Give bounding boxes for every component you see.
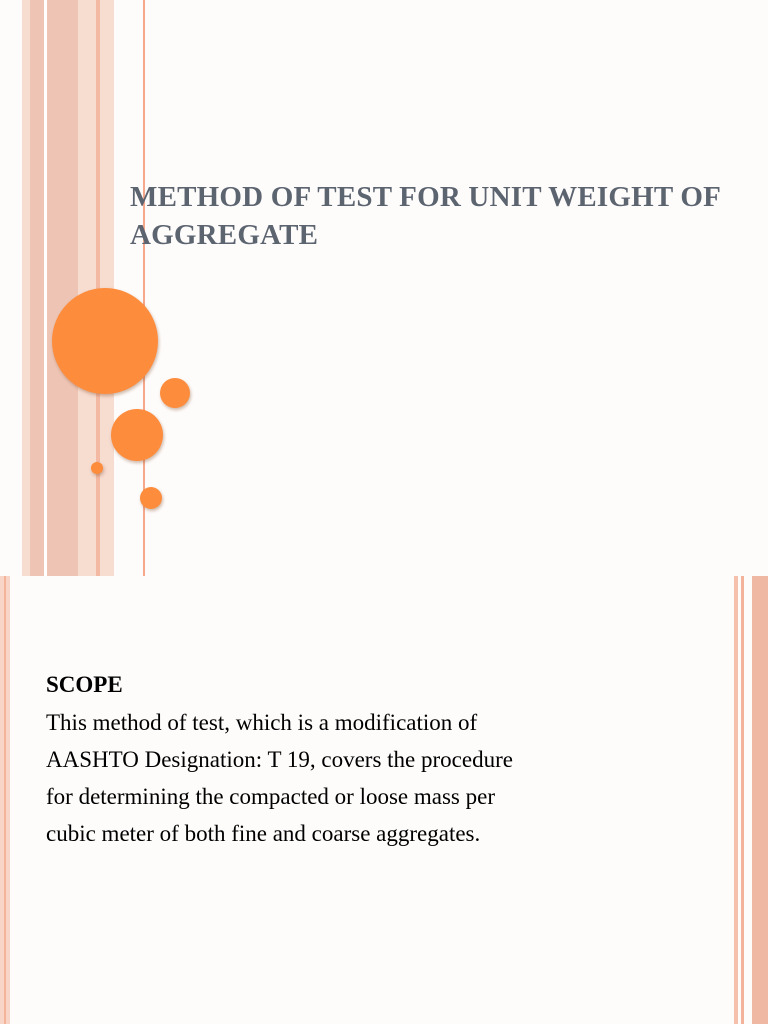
tiny-orange-circle [91, 462, 103, 474]
large-orange-circle [52, 288, 158, 394]
small-orange-circle [160, 378, 190, 408]
slide-title: METHOD OF TEST FOR UNIT WEIGHT OF AGGREGATE [130, 181, 720, 251]
content-slide [0, 576, 768, 1024]
mini-orange-circle [140, 487, 162, 509]
right-stripe-band [752, 576, 768, 1024]
left-stripe-mid [30, 0, 78, 576]
right-stripe-line-1 [734, 576, 738, 1024]
medium-orange-circle [111, 409, 163, 461]
left-edge-line [4, 576, 6, 1024]
content-block [46, 668, 526, 852]
section-body: This method of test, which is a modification of AASHTO Designation: T 19, covers the procedure for determining the compacted or loose mass per cubic meter of both fine and coarse aggregates. [46, 710, 513, 846]
right-stripe-line-2 [741, 576, 744, 1024]
left-stripe-thin-1 [44, 0, 47, 576]
section-heading: SCOPE [46, 672, 123, 697]
